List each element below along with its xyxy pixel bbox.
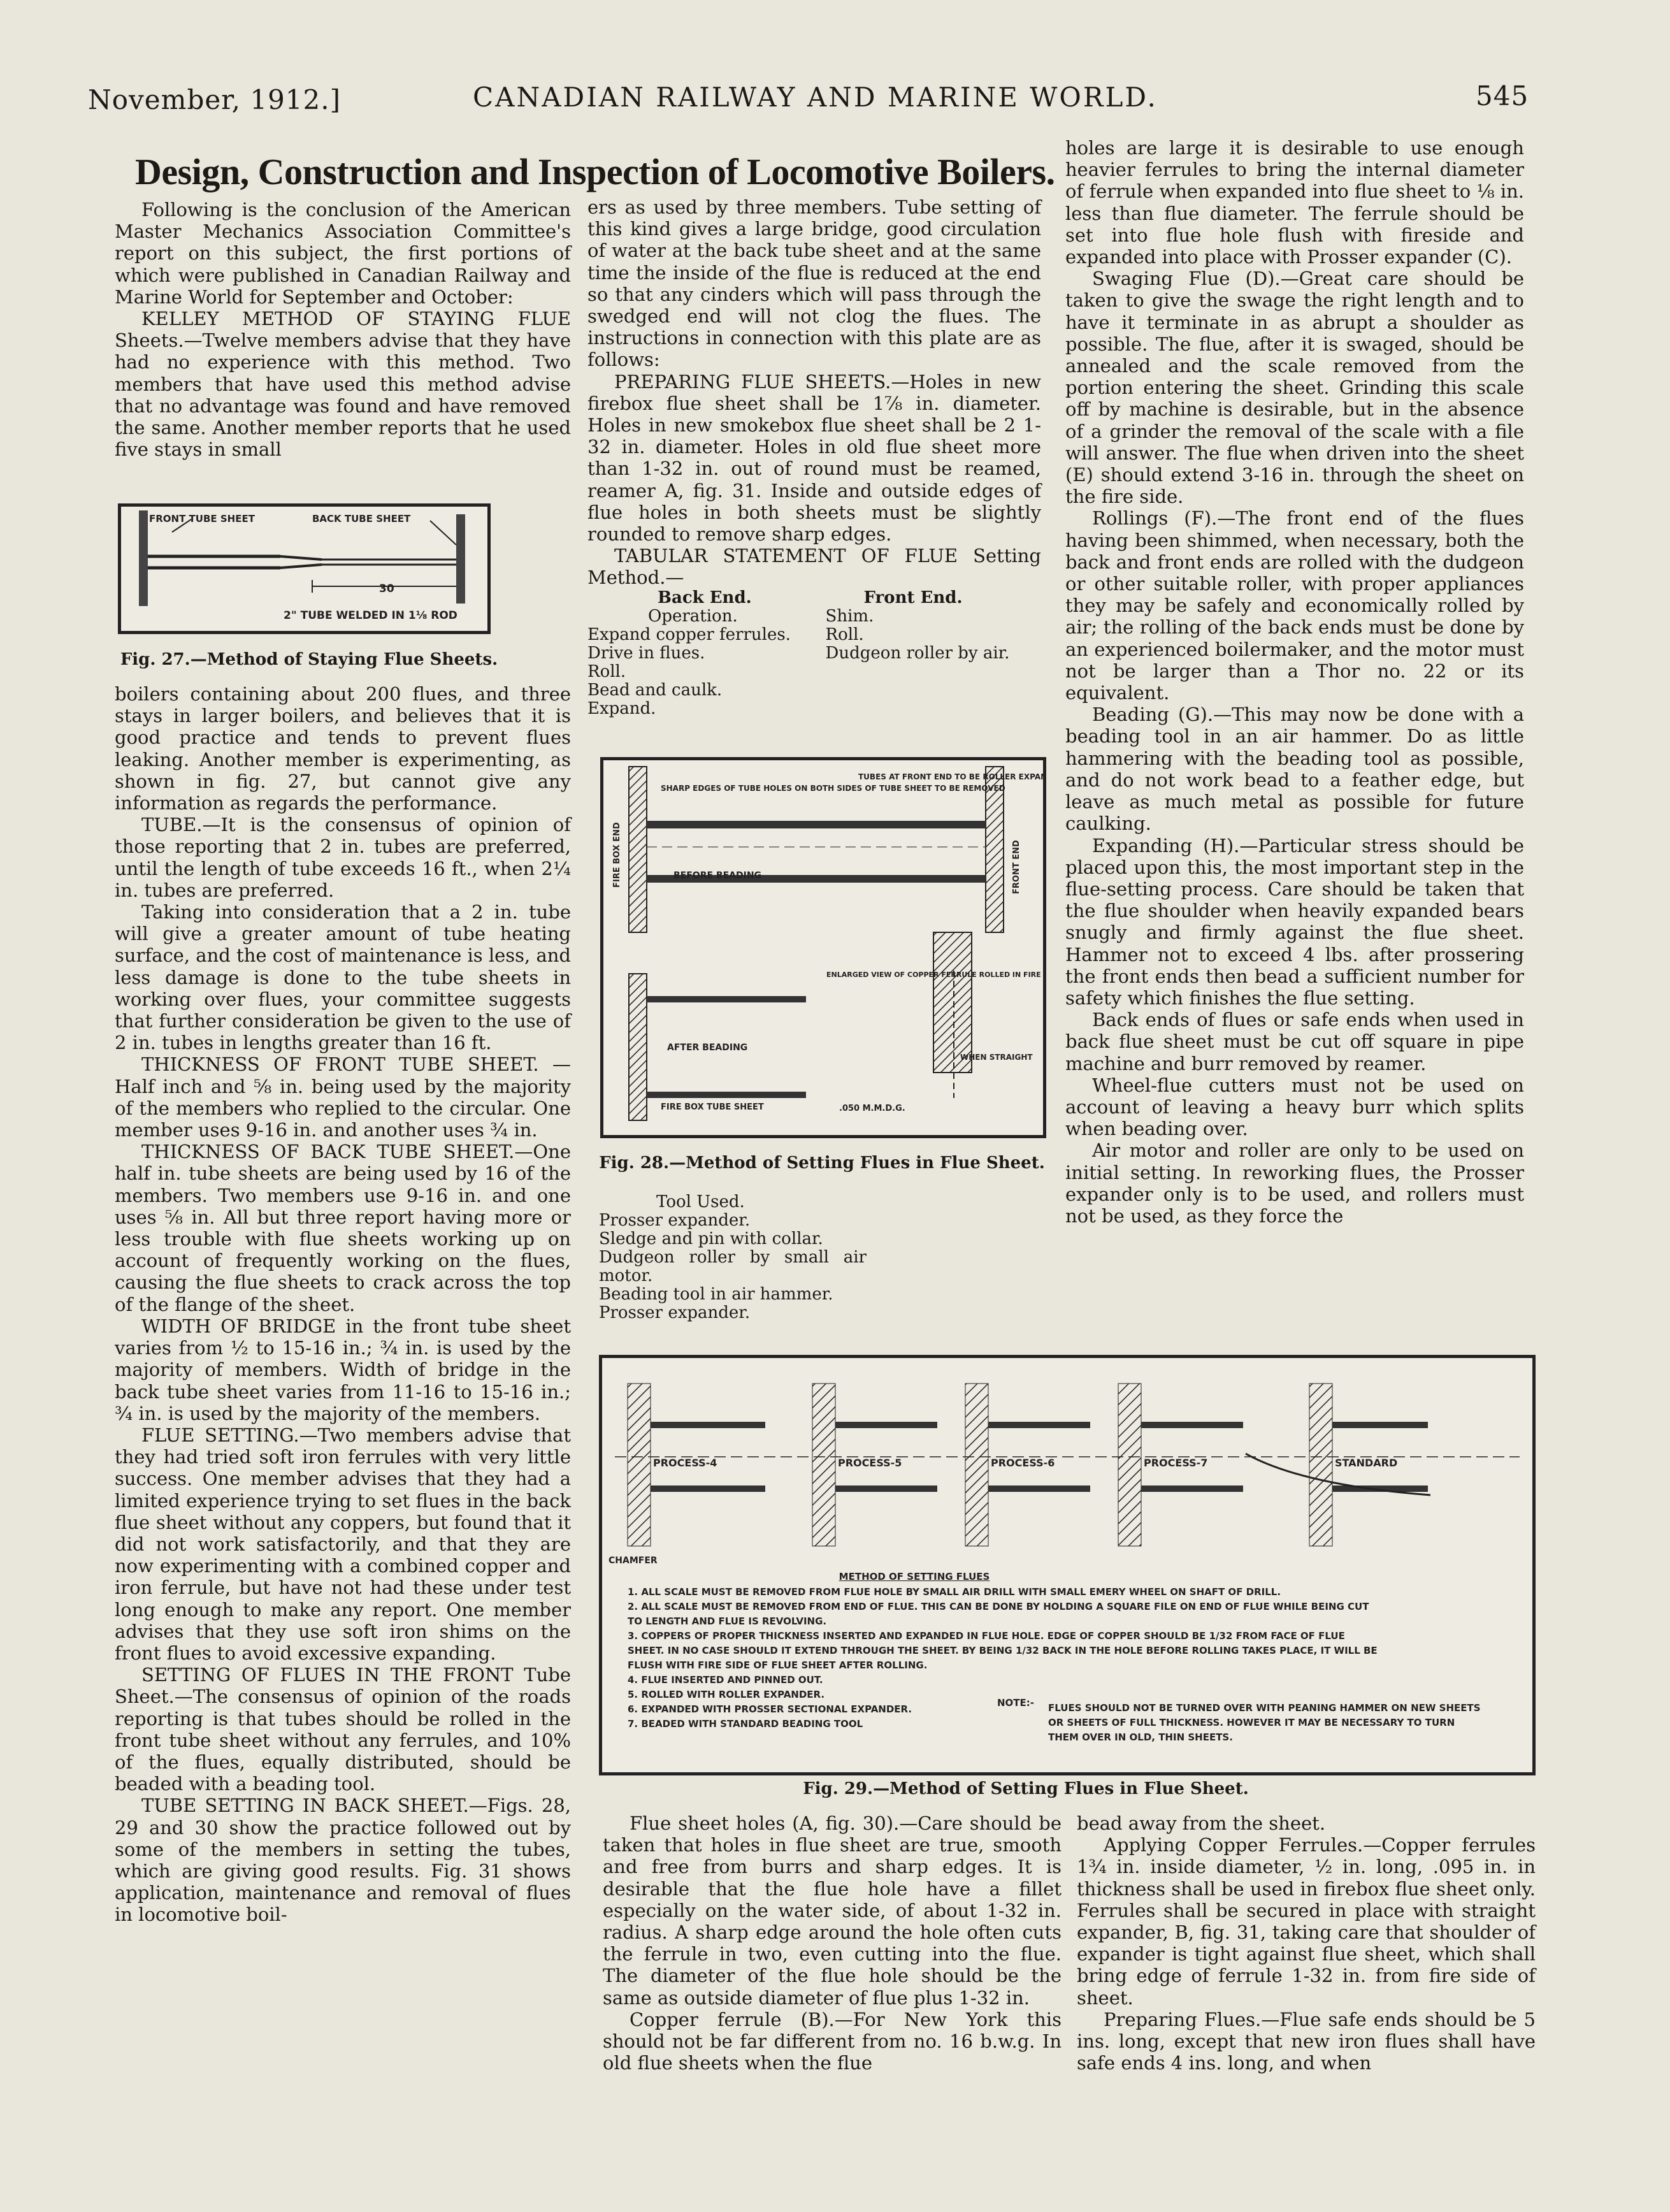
method-step: 1. ALL SCALE MUST BE REMOVED FROM FLUE HOLE BY SMALL AIR DRILL WITH SMALL EMERY WHEEL ON SHAFT OF DRILL. [628, 1586, 1281, 1598]
article-title: Design, Construction and Inspection of Locomotive Boilers. [135, 151, 1055, 192]
tubes-front-note: TUBES AT FRONT END TO BE ROLLER EXPA [858, 772, 1041, 781]
note-label: NOTE:- [997, 1697, 1035, 1709]
paragraph: Applying Copper Ferrules.—Copper ferrules 1¾ in. inside diameter, ½ in. long, .095 in. in thickness shall be used in firebox flue sheet only. Ferrules shall be secured in place with straight expander, B, fig. 31, taking care that shoulder of expander is tight against flue sheet, which shall bring edge of ferrule 1-32 in. from fire side of sheet. [1077, 1834, 1536, 2009]
flue-setting-table [587, 589, 1041, 718]
method-step: 3. COPPERS OF PROPER THICKNESS INSERTED AND EXPANDED IN FLUE HOLE. EDGE OF COPPER SHOULD BE 1/32 FROM FACE OF FLUE SHEET. IN NO CASE SHOULD IT EXTEND THROUGH THE SHEET. BY BEING 1/32 BACK IN THE HOLE BEFORE ROLLING TAKES PLACE, IT WILL BE FLUSH WITH FIRE SIDE OF FLUE SHEET AFTER ROLLING. [628, 1630, 1378, 1671]
front-tube-sheet-label: FRONT TUBE SHEET [149, 513, 255, 524]
table-cell: Roll. [825, 625, 864, 644]
paragraph: WIDTH OF BRIDGE in the front tube sheet varies from ½ to 15-16 in.; ¾ in. is used by the majority of members. Width of bridge in the back tube sheet varies from 11-16 to 15-16 in.; ¾ in. is used by the majority of the members. [115, 1315, 571, 1424]
process-label: PROCESS-7 [1144, 1457, 1208, 1469]
paragraph: Wheel-flue cutters must not be used on account of leaving a heavy burr which splits when beading over. [1065, 1074, 1524, 1140]
tool-item: Dudgeon roller by small air motor. [599, 1248, 867, 1285]
paragraph: Expanding (H).—Particular stress should be placed upon this, the most important step in the flue-setting process. Care should be taken that the flue shoulder when heavily expanded bears snugly and firmly against the flue sheet. Hammer not to exceed 4 lbs. after prossering the front ends then bead a sufficient number for safety which finishes the flue setting. [1065, 834, 1524, 1009]
method-step: 7. BEADED WITH STANDARD BEADING TOOL [628, 1718, 863, 1730]
paragraph: Preparing Flues.—Flue safe ends should be 5 ins. long, except that new iron flues shall have safe ends 4 ins. long, and when [1077, 2008, 1536, 2074]
column-2-bottom [603, 1812, 1062, 2074]
tools-list [599, 1193, 867, 1322]
standard-label: STANDARD [1335, 1457, 1398, 1469]
tool-item: Beading tool in air hammer. [599, 1285, 833, 1304]
column-2-top [587, 196, 1041, 718]
paragraph: THICKNESS OF FRONT TUBE SHEET. —Half inch and ⅝ in. being used by the majority of the members who replied to the circular. One member uses 9-16 in. and another uses ¾ in. [115, 1053, 571, 1141]
paragraph: Swaging Flue (D).—Great care should be taken to give the swage the right length and to have it terminate in as abrupt a shoulder as possible. The flue, after it is swaged, should be annealed and the scale removed from the portion entering the sheet. Grinding this scale off by machine is desirable, but in the absence of a grinder the removal of the scale with a file will answer. The flue when driven into the sheet (E) should extend 3-16 in. through the sheet on the fire side. [1065, 268, 1524, 508]
paragraph: Beading (G).—This may now be done with a beading tool in an air hammer. Do as little hammering with the beading tool as possible, and do not work bead to a feather edge, but leave as much metal as possible for future caulking. [1065, 704, 1524, 835]
after-beading-label: AFTER BEADING [667, 1043, 748, 1053]
paragraph: TABULAR STATEMENT OF FLUE Setting Method.— [587, 545, 1041, 589]
front-end-label: FRONT END [1012, 840, 1021, 894]
method-step: 4. FLUE INSERTED AND PINNED OUT. [628, 1674, 823, 1686]
paragraph: holes are large it is desirable to use enough heavier ferrules to bring the internal diameter of ferrule when expanded into flue sheet to ⅛ in. less than flue diameter. The ferrule should be set into flue hole flush with fireside and expanded into place with Prosser expander (C). [1065, 137, 1524, 268]
when-straight-label: WHEN STRAIGHT [960, 1053, 1033, 1062]
fig28-caption: Fig. 28.—Method of Setting Flues in Flue Sheet. [599, 1153, 1045, 1173]
paragraph: FLUE SETTING.—Two members advise that they had tried soft iron ferrules with very little success. One member advises that they had a limited experience trying to set flues in the back flue sheet without any coppers, but found that it did not work satisfactorily, and that they are now experimenting with a combined copper and iron ferrule, but have not had these under test long enough to make any report. One member advises that they use soft iron shims on the front flues to avoid excessive expanding. [115, 1424, 571, 1664]
paragraph: TUBE.—It is the consensus of opinion of those reporting that 2 in. tubes are preferred, until the length of tube exceeds 16 ft., when 2¼ in. tubes are preferred. [115, 814, 571, 901]
before-beading-label: BEFORE BEADING [673, 871, 762, 881]
paragraph: Back ends of flues or safe ends when used in back flue sheet must be cut off square in pipe machine and burr removed by reamer. [1065, 1009, 1524, 1074]
process-label: PROCESS-5 [838, 1457, 902, 1469]
table-cell: Expand copper ferrules. [587, 625, 791, 644]
paragraph: SETTING OF FLUES IN THE FRONT Tube Sheet.—The consensus of opinion of the roads reporting is that tubes should be rolled in the front tube sheet without any ferrules, and 10% of the flues, equally distributed, should be beaded with a beading tool. [115, 1664, 571, 1795]
table-head-op: Operation. [648, 606, 738, 626]
table-cell: Shim. [825, 606, 874, 626]
table-head-back: Back End. [658, 588, 752, 607]
column-1-top [115, 199, 571, 460]
paragraph: PREPARING FLUE SHEETS.—Holes in new firebox flue sheet shall be 1⅞ in. diameter. Holes in new smokebox flue sheet shall be 2 1-32 in. diameter. Holes in old flue sheet more than 1-32 in. out of round must be reamed, reamer A, fig. 31. Inside and outside edges of flue holes in both sheets must be slightly rounded to remove sharp edges. [587, 370, 1041, 546]
table-cell: Drive in flues. [587, 643, 705, 663]
process-label: PROCESS-4 [653, 1457, 717, 1469]
figure-29 [599, 1355, 1536, 1775]
issue-date: November, 1912.] [88, 84, 341, 115]
note-text: FLUES SHOULD NOT BE TURNED OVER WITH PEANING HAMMER ON NEW SHEETS OR SHEETS OF FULL THICKNESS. HOWEVER IT MAY BE NECESSARY TO TURN THEM OVER IN OLD, THIN SHEETS. [1048, 1702, 1481, 1743]
figure-28 [600, 757, 1046, 1138]
fig29-drawing [602, 1358, 1532, 1568]
paragraph: Following is the conclusion of the American Master Mechanics Association Committee's report on this subject, the first portions of which were published in Canadian Railway and Marine World for September and October: [115, 199, 571, 308]
front-tube-sheet [139, 510, 148, 606]
mmdg-label: .050 M.M.D.G. [839, 1104, 905, 1113]
tool-item: Prosser expander. [599, 1303, 751, 1322]
tools-head: Tool Used. [656, 1192, 745, 1211]
table-cell: Bead and caulk. [587, 680, 723, 700]
table-head-front: Front End. [863, 588, 963, 607]
table-cell: Expand. [587, 698, 656, 718]
paragraph: Rollings (F).—The front end of the flues having been shimmed, when necessary, both the back and front ends are rolled with the dudgeon or other suitable roller, with proper appliances they may be safely and economically rolled by air; the rolling of the back ends must be done by an experienced boilermaker, and the motor must not be larger than a Thor no. 22 or its equivalent. [1065, 507, 1524, 704]
table-cell: Roll. [587, 661, 626, 681]
table-cell: Dudgeon roller by air. [825, 643, 1010, 663]
journal-title: CANADIAN RAILWAY AND MARINE WORLD. [473, 82, 1158, 113]
sharp-edges-note: SHARP EDGES OF TUBE HOLES ON BOTH SIDES OF TUBE SHEET TO BE REMOVED [661, 784, 1005, 793]
method-step: 6. EXPANDED WITH PROSSER SECTIONAL EXPANDER. [628, 1703, 912, 1715]
page-number: 545 [1476, 80, 1529, 112]
paragraph: Air motor and roller are only to be used on initial setting. In reworking flues, the Prosser expander only is to be used, and rollers must not be used, as they force the [1065, 1139, 1524, 1227]
fire-box-end-label: FIRE BOX END [612, 822, 622, 888]
paragraph: Taking into consideration that a 2 in. tube will give a greater amount of tube heating surface, and the cost of maintenance is less, and less damage is done to the tube sheets in working over flues, your committee suggests that further consideration be given to the use of 2 in. tubes in lengths greater than 16 ft. [115, 901, 571, 1054]
paragraph: Copper ferrule (B).—For New York this should not be far different from no. 16 b.w.g. In old flue sheets when the flue [603, 2008, 1062, 2074]
paragraph: ers as used by three members. Tube setting of this kind gives a large bridge, good circulation of water at the back tube sheet and at the same time the inside of the flue is reduced at the end so that any cinders which will pass through the swedged end will not clog the flues. The instructions in connection with this plate are as follows: [587, 196, 1041, 371]
paragraph: KELLEY METHOD OF STAYING FLUE Sheets.—Twelve members advise that they have had no experience with this method. Two members that have used this method advise that no advantage was found and have removed the same. Another member reports that he used five stays in small [115, 308, 571, 461]
enlarged-view-note: ENLARGED VIEW OF COPPER FERRULE ROLLED IN FIRE [826, 971, 1041, 979]
tool-item: Sledge and pin with collar. [599, 1229, 823, 1248]
method-title: METHOD OF SETTING FLUES [839, 1571, 990, 1582]
chamfer-label: CHAMFER [608, 1556, 658, 1566]
process-label: PROCESS-6 [991, 1457, 1055, 1469]
dimension-label: 30 [379, 582, 394, 595]
paragraph: TUBE SETTING IN BACK SHEET.—Figs. 28, 29 and 30 show the practice followed out by some of the members in setting the tubes, which are giving good results. Fig. 31 shows application, maintenance and removal of flues in locomotive boil- [115, 1795, 571, 1926]
method-step: 2. ALL SCALE MUST BE REMOVED FROM END OF FLUE. THIS CAN BE DONE BY HOLDING A SQUARE FILE ON END OF FLUE WHILE BEING CUT TO LENGTH AND FLUE IS REVOLVING. [628, 1601, 1369, 1627]
rod-label: 2" TUBE WELDED IN 1⅛ ROD [284, 609, 457, 622]
fire-box-sheet-label: FIRE BOX TUBE SHEET [661, 1102, 764, 1112]
paragraph: Flue sheet holes (A, fig. 30).—Care should be taken that holes in flue sheet are true, smooth and free from burrs and sharp edges. It is desirable that the flue hole have a fillet especially on the water side, of about 1-32 in. radius. A sharp edge around the hole often cuts the ferrule in two, even cutting into the flue. The diameter of the flue hole should be the same as outside diameter of flue plus 1-32 in. [603, 1812, 1062, 2009]
column-3-top [1065, 137, 1524, 1227]
fig29-caption: Fig. 29.—Method of Setting Flues in Flue Sheet. [803, 1779, 1249, 1798]
fig27-drawing [121, 507, 487, 631]
column-1-bottom [115, 683, 571, 1926]
method-step: 5. ROLLED WITH ROLLER EXPANDER. [628, 1689, 825, 1700]
fig28-drawing [603, 760, 1043, 1135]
column-3-bottom [1077, 1812, 1536, 2074]
paragraph: boilers containing about 200 flues, and three stays in larger boilers, and believes that it is good practice and tends to prevent flues leaking. Another member is experimenting, as shown in fig. 27, but cannot give any information as regards the performance. [115, 683, 571, 814]
paragraph: bead away from the sheet. [1077, 1812, 1326, 1834]
back-tube-sheet-label: BACK TUBE SHEET [312, 513, 411, 524]
back-tube-sheet [456, 514, 465, 604]
fig27-caption: Fig. 27.—Method of Staying Flue Sheets. [120, 650, 498, 669]
tool-item: Prosser expander. [599, 1211, 751, 1230]
figure-27 [118, 503, 491, 634]
paragraph: THICKNESS OF BACK TUBE SHEET.—One half in. tube sheets are being used by 16 of the members. Two members use 9-16 in. and one uses ⅝ in. All but three report having more or less trouble with flue sheets working up on account of frequently working on the flues, causing the flue sheets to crack across the top of the flange of the sheet. [115, 1141, 571, 1315]
